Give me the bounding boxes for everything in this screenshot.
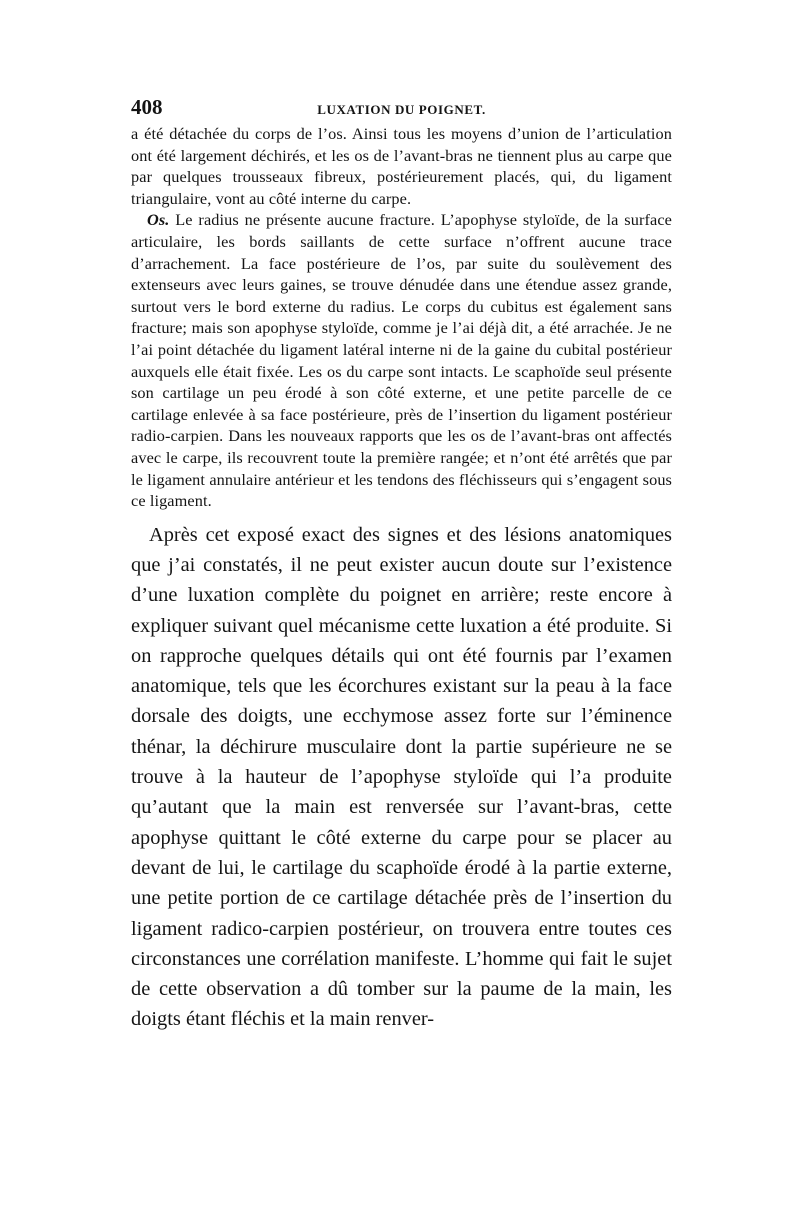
book-page xyxy=(131,95,672,1035)
paragraph-text: Après cet exposé exact des signes et des lésions anatomiques que j’ai constatés, il ne peut exister aucun doute sur l’existence d’une luxation complète du poignet en arrière; reste encore à expliquer suivant quel mécanisme cette luxation a été produite. Si on rapproche quelques détails qui ont été fournis par l’examen anatomique, tels que les écorchures existant sur la peau à la face dorsale des doigts, une ecchymose assez forte sur l’éminence thénar, la déchirure musculaire dont la partie supérieure ne se trouve à la hauteur de l’apophyse styloïde qui l’a produite qu’autant que la main est renversée sur l’avant-bras, cette apophyse quittant le côté externe du carpe pour se placer au devant de lui, le cartilage du scaphoïde érodé à la partie externe, une petite portion de ce cartilage détachée près de l’insertion du ligament radico-carpien postérieur, on trouvera entre toutes ces circonstances une corrélation manifeste. L’homme qui fait le sujet de cette observation a dû tomber sur la paume de la main, les doigts étant fléchis et la main renver- xyxy=(131,523,672,1031)
paragraph-bones xyxy=(131,209,672,511)
paragraph-continuation xyxy=(131,123,672,209)
paragraph-discussion xyxy=(131,520,672,1035)
page-number: 408 xyxy=(131,95,163,119)
section-label: Os. xyxy=(147,210,170,230)
paragraph-text: a été détachée du corps de l’os. Ainsi tous les moyens d’union de l’articulation ont été largement déchirés, et les os de l’avant-bras ne tiennent plus au carpe que par quelques trousseaux fibreux, postérieurement placés, qui, du ligament triangulaire, vont au côté interne du carpe. xyxy=(131,124,672,208)
page-header xyxy=(131,95,672,123)
paragraph-text: Le radius ne présente aucune fracture. L’apophyse styloïde, de la surface articulaire, les bords saillants de cette surface n’offrent aucune trace d’arrachement. La face postérieure de l’os, par suite du soulèvement des extenseurs avec leurs gaines, se trouve dénudée dans une étendue assez grande, surtout vers le bord externe du radius. Le corps du cubitus est également sans fracture; mais son apophyse styloïde, comme je l’ai déjà dit, a été arrachée. Je ne l’ai point détachée du ligament latéral interne ni de la gaine du cubital postérieur auxquels elle était fixée. Les os du carpe sont intacts. Le scaphoïde seul présente son cartilage un peu érodé à son côté externe, et une petite parcelle de ce cartilage enlevée à sa face postérieure, près de l’insertion du ligament postérieur radio-carpien. Dans les nouveaux rapports que les os de l’avant-bras ont affectés avec le carpe, ils recouvrent toute la première rangée; et n’ont été arrêtés que par le ligament annulaire antérieur et les tendons des fléchisseurs qui s’engagent sous ce ligament. xyxy=(131,210,672,511)
running-title: LUXATION DU POIGNET. xyxy=(317,102,486,117)
